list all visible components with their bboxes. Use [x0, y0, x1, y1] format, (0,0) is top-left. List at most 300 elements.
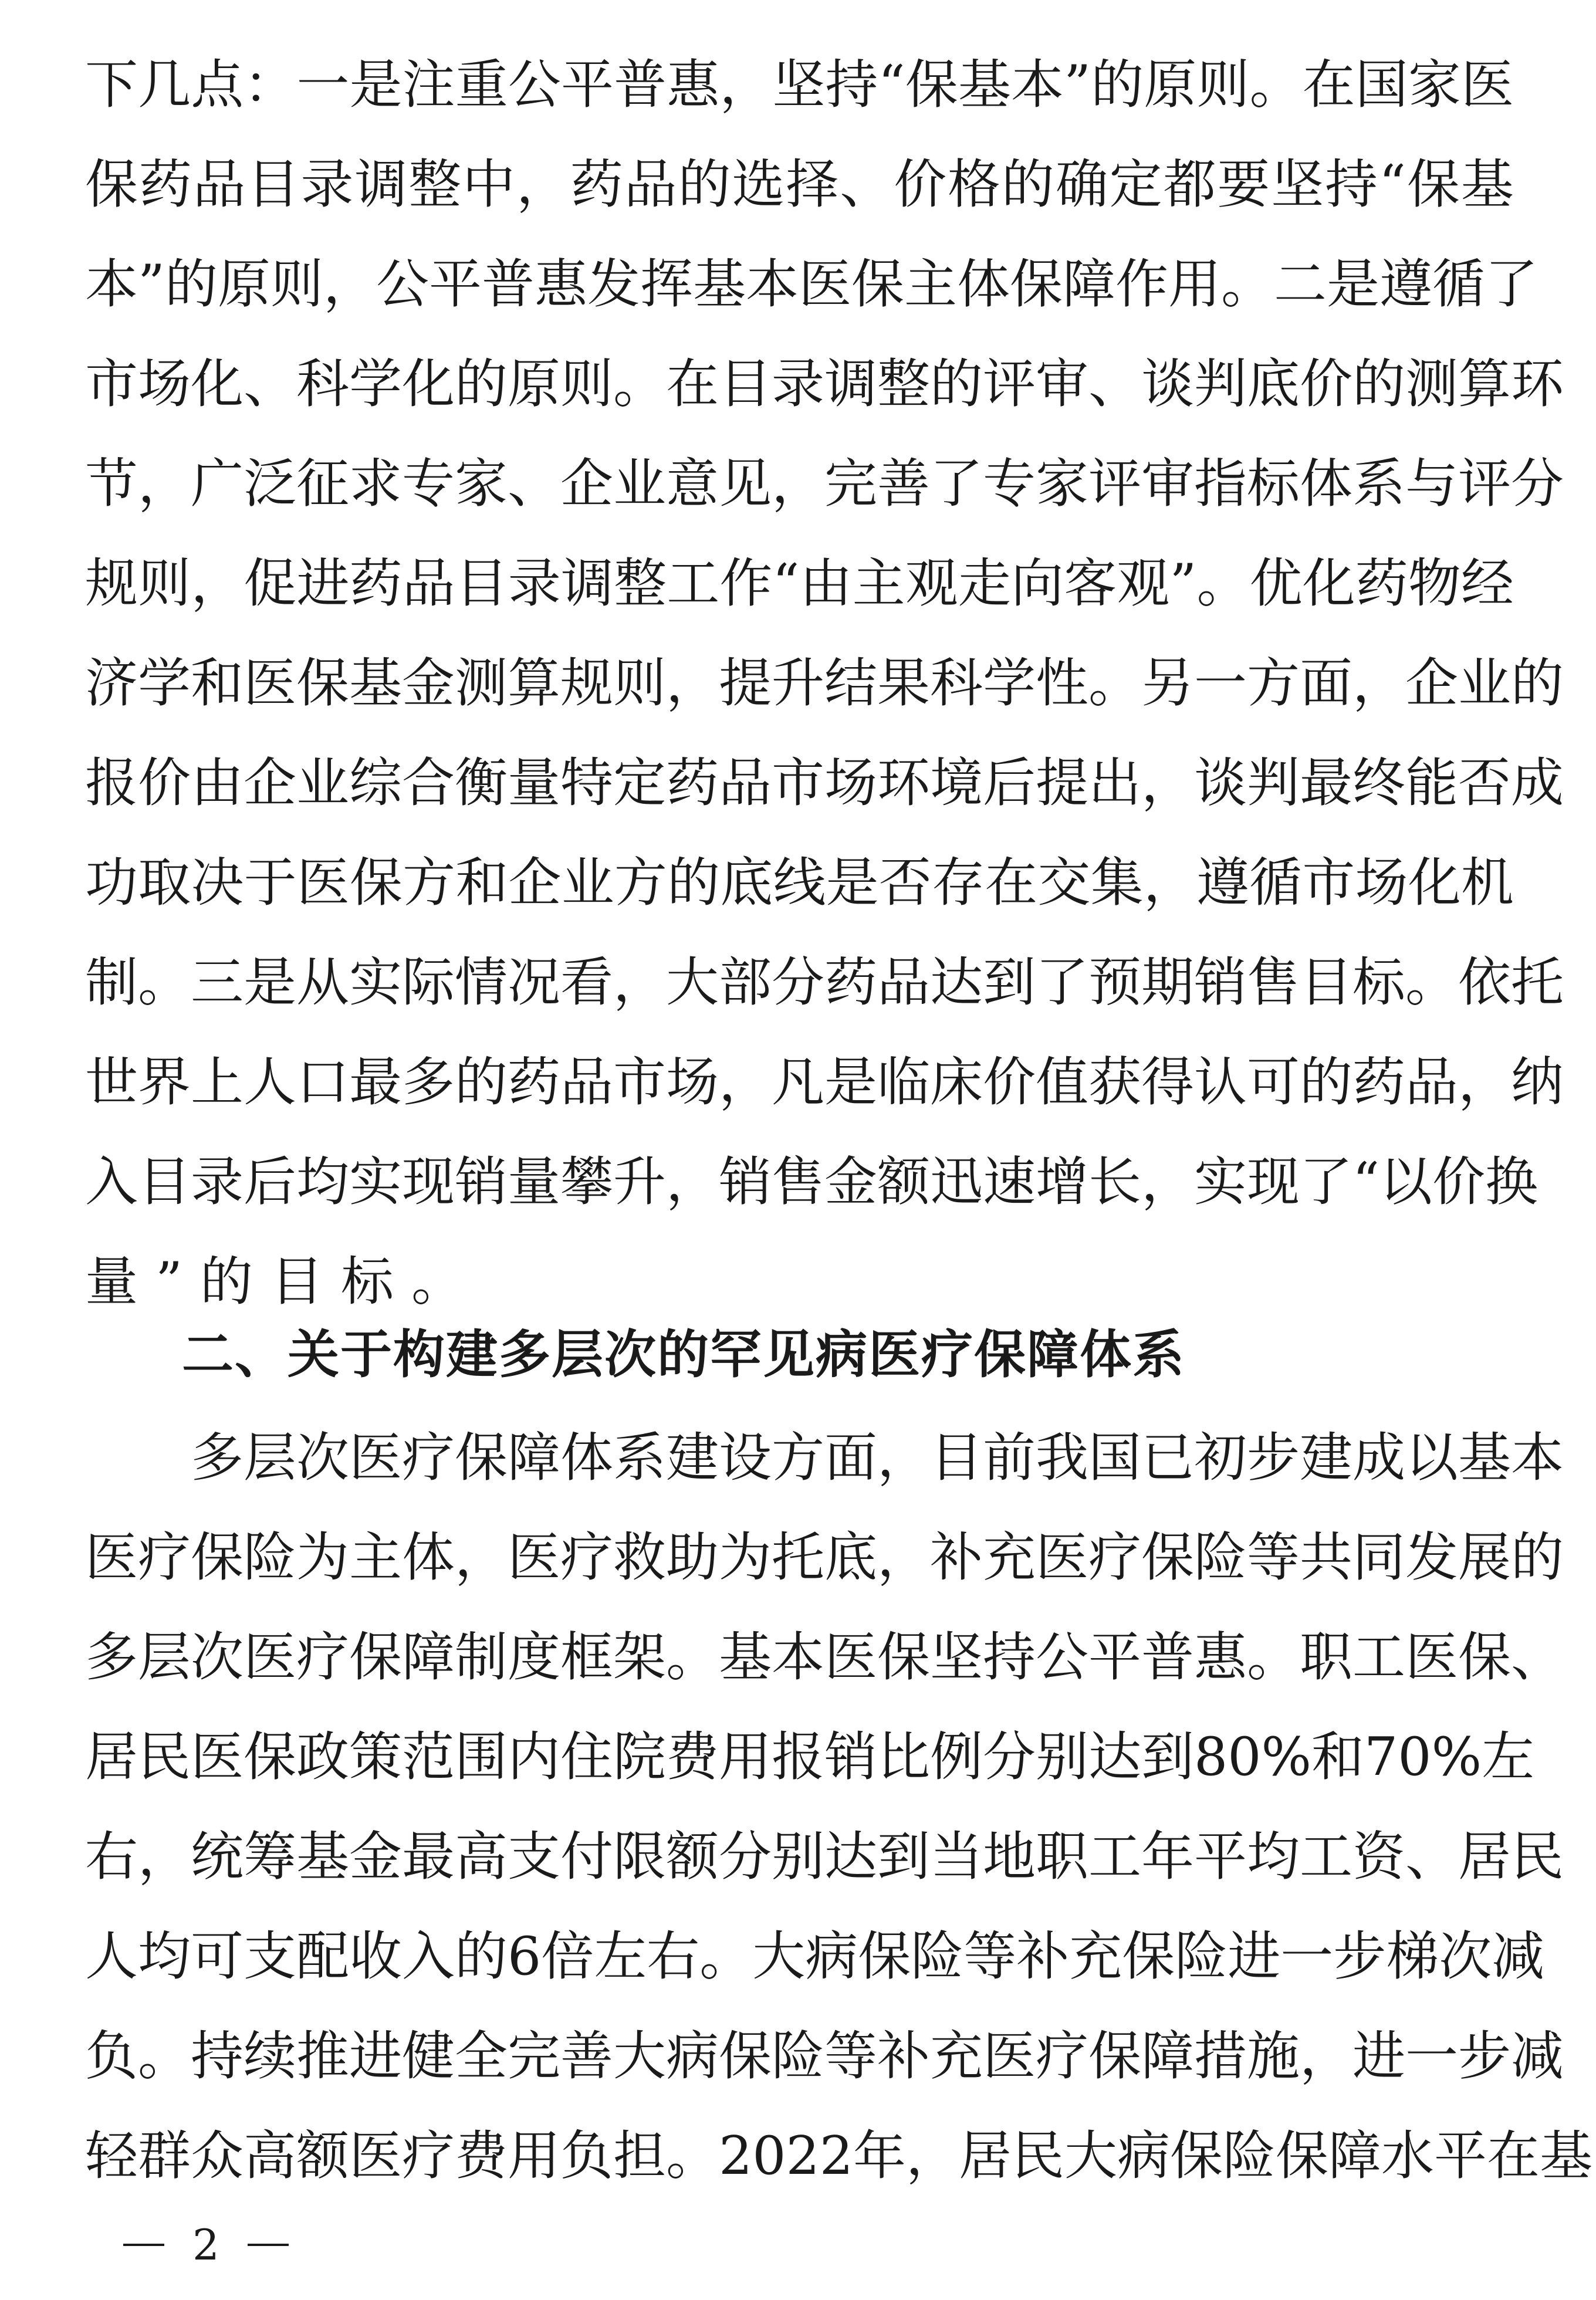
text-char: 设: [719, 1427, 772, 1489]
text-char: 录: [508, 553, 561, 614]
text-char: 水: [1381, 2125, 1435, 2187]
text-char: 为: [719, 1527, 772, 1588]
text-char: 学: [138, 652, 191, 714]
text-char: 家: [1036, 453, 1088, 515]
text-char: ，: [666, 1151, 719, 1213]
text-char: 入: [85, 1151, 138, 1213]
text-char: 一: [1194, 652, 1247, 714]
text-char: 的: [455, 1926, 508, 1987]
text-char: 金: [824, 1151, 877, 1213]
text-char: 例: [930, 1726, 983, 1788]
text-char: 求: [349, 453, 402, 515]
text-char: 企: [1405, 652, 1458, 714]
text-char: 保: [905, 54, 958, 116]
text-char: 达: [1088, 1726, 1141, 1788]
text-char: 保: [1010, 253, 1063, 315]
text-char: 意: [666, 453, 719, 515]
text-char: 报: [772, 1726, 824, 1788]
text-char: 纳: [1511, 1051, 1564, 1113]
text-char: 结: [824, 652, 877, 714]
text-line: [85, 1527, 1564, 1631]
text-char: 广: [191, 453, 244, 515]
text-char: 惠: [667, 54, 720, 116]
text-char: 持: [191, 2025, 244, 2087]
text-char: 负: [560, 2125, 613, 2187]
text-char: 评: [1088, 453, 1141, 515]
text-line: [85, 752, 1564, 857]
text-char: 本: [1511, 1427, 1564, 1489]
text-char: 一: [296, 54, 350, 116]
text-char: 80%: [1194, 1726, 1312, 1788]
text-char: 公: [508, 54, 561, 116]
text-char: 人: [85, 1926, 138, 1987]
text-char: ，: [1458, 1051, 1511, 1113]
text-char: 谈: [1141, 353, 1194, 415]
text-char: 场: [666, 1051, 719, 1113]
text-char: ，: [1352, 652, 1405, 714]
text-char: 底: [824, 1527, 877, 1588]
text-char: 与: [1405, 453, 1458, 515]
text-char: ，: [906, 2125, 959, 2187]
text-char: 统: [191, 1826, 244, 1888]
text-char: 等: [1247, 1527, 1300, 1588]
text-char: 额: [296, 2125, 349, 2187]
text-char: 保: [349, 852, 403, 914]
text-char: 场: [138, 353, 191, 415]
text-char: 原: [1144, 54, 1197, 116]
text-char: 疗: [138, 1527, 191, 1588]
text-char: 比: [877, 1726, 930, 1788]
text-char: 场: [1355, 852, 1408, 914]
text-char: 是: [349, 54, 403, 116]
text-char: 普: [614, 54, 667, 116]
text-char: 专: [402, 453, 455, 515]
text-char: 一: [1280, 1926, 1334, 1987]
text-char: 民: [1511, 1826, 1564, 1888]
text-char: 保: [191, 1527, 244, 1588]
text-char: 续: [244, 2025, 296, 2087]
text-char: 保: [1141, 1527, 1194, 1588]
text-char: 等: [824, 2025, 877, 2087]
text-char: 用: [508, 2125, 560, 2187]
text-char: 进: [1228, 1926, 1281, 1987]
text-char: 、: [840, 154, 893, 215]
text-char: 疗: [560, 1527, 613, 1588]
text-char: 措: [1194, 2025, 1247, 2087]
text-char: 方: [614, 852, 667, 914]
text-char: 升: [613, 1151, 666, 1213]
text-char: 均: [1247, 1826, 1300, 1888]
text-char: 现: [1247, 1151, 1300, 1213]
text-char: 层: [138, 1626, 191, 1688]
text-char: 工: [1088, 1826, 1141, 1888]
text-char: 重: [455, 54, 508, 116]
text-char: 在: [1302, 54, 1355, 116]
text-char: 见: [719, 453, 772, 515]
text-char: 众: [191, 2125, 244, 2187]
text-char: 机: [1460, 852, 1514, 914]
text-char: 是: [244, 952, 296, 1013]
text-char: 金: [349, 1826, 402, 1888]
text-char: 保: [877, 1626, 930, 1688]
text-char: 目: [138, 1151, 191, 1213]
text-char: 观: [905, 553, 958, 614]
text-char: 保: [719, 2025, 772, 2087]
text-char: 升: [772, 652, 824, 714]
text-char: 作: [1115, 253, 1169, 315]
text-char: [138, 1432, 191, 1484]
text-char: 境: [930, 752, 983, 814]
text-char: 界: [138, 1051, 191, 1113]
text-char: 负: [85, 2025, 138, 2087]
text-char: 当: [930, 1826, 983, 1888]
text-char: 则: [613, 652, 666, 714]
text-char: 分: [983, 1726, 1036, 1788]
text-char: 售: [772, 1151, 824, 1213]
text-char: 物: [1408, 553, 1461, 614]
text-char: 群: [138, 2125, 191, 2187]
text-char: 险: [1223, 2125, 1276, 2187]
text-char: 注: [402, 54, 455, 116]
text-char: 进: [349, 2025, 402, 2087]
text-char: 本: [746, 253, 799, 315]
text-char: 指: [1194, 453, 1247, 515]
text-char: 达: [824, 1826, 877, 1888]
text-char: 挥: [640, 253, 694, 315]
text-char: 已: [1141, 1427, 1194, 1489]
text-char: 次: [1439, 1926, 1492, 1987]
text-char: 坚: [772, 54, 826, 116]
text-char: 保: [1122, 1926, 1175, 1987]
text-line: [85, 1726, 1535, 1831]
text-char: 的: [1300, 1051, 1352, 1113]
text-char: 在: [666, 353, 719, 415]
text-char: ，: [666, 652, 719, 714]
text-char: 是: [826, 852, 879, 914]
text-char: 、: [244, 353, 296, 415]
text-char: 学: [983, 652, 1036, 714]
text-char: 学: [349, 353, 402, 415]
text-char: 均: [138, 1926, 191, 1987]
text-char: ”: [1169, 553, 1197, 614]
text-char: 节: [85, 453, 138, 515]
text-char: 品: [719, 752, 772, 814]
text-char: 入: [402, 1926, 455, 1987]
text-char: 标: [341, 1251, 394, 1313]
text-char: 药: [824, 952, 877, 1013]
text-char: 环: [1511, 353, 1564, 415]
text-char: 步: [1247, 1427, 1300, 1489]
text-char: ，: [719, 1051, 772, 1113]
text-char: 补: [930, 1527, 983, 1588]
text-char: 、: [1405, 1826, 1458, 1888]
text-char: 地: [983, 1826, 1036, 1888]
text-char: 目: [1300, 952, 1352, 1013]
text-char: 医: [983, 2025, 1036, 2087]
text-char: 基: [719, 1626, 772, 1688]
text-char: 实: [349, 1151, 402, 1213]
text-char: 和: [455, 852, 509, 914]
text-char: ，: [323, 253, 377, 315]
text-char: 人: [244, 1051, 296, 1113]
text-char: 优: [1249, 553, 1303, 614]
text-char: 施: [1247, 2025, 1300, 2087]
text-char: 选: [732, 154, 785, 215]
text-char: ，: [138, 453, 191, 515]
text-char: 额: [666, 1826, 719, 1888]
text-char: 险: [1175, 1926, 1228, 1987]
text-char: 普: [1141, 1626, 1194, 1688]
text-char: 健: [402, 2025, 455, 2087]
text-line: [85, 453, 1564, 557]
text-char: 促: [244, 553, 297, 614]
text-char: 可: [1247, 1051, 1300, 1113]
text-char: 化: [1302, 553, 1355, 614]
text-line: [85, 1151, 1538, 1256]
text-char: 担: [613, 2125, 666, 2187]
text-char: 工: [1352, 1626, 1405, 1688]
text-char: 医: [244, 1626, 296, 1688]
text-char: 居: [959, 2125, 1012, 2187]
text-char: 等: [963, 1926, 1017, 1987]
text-char: 最: [1300, 752, 1352, 814]
text-char: 建: [1300, 1427, 1352, 1489]
text-char: 系: [1352, 453, 1405, 515]
text-char: 医: [349, 2125, 402, 2187]
text-char: 制: [455, 1626, 508, 1688]
text-char: 决: [191, 852, 244, 914]
text-char: 线: [773, 852, 826, 914]
text-char: 集: [1090, 852, 1144, 914]
text-char: 基: [958, 54, 1011, 116]
text-char: 定: [613, 752, 666, 814]
text-char: 救: [613, 1527, 666, 1588]
text-char: 基: [1540, 2125, 1593, 2187]
text-char: 标: [1247, 453, 1300, 515]
text-char: 走: [958, 553, 1011, 614]
text-char: 保: [851, 253, 905, 315]
text-char: 基: [296, 1826, 349, 1888]
text-char: 一: [1405, 2025, 1458, 2087]
text-char: 泛: [244, 453, 296, 515]
text-char: 均: [296, 1151, 349, 1213]
text-char: 疗: [296, 1626, 349, 1688]
text-char: 医: [191, 1726, 244, 1788]
text-char: 到: [1141, 1726, 1194, 1788]
text-char: 实: [1194, 1151, 1247, 1213]
text-char: 药: [1352, 1051, 1405, 1113]
text-char: 保: [1276, 2125, 1329, 2187]
text-char: 支: [508, 1826, 560, 1888]
text-char: 。: [138, 2025, 191, 2087]
text-char: 增: [1036, 1151, 1088, 1213]
text-char: 评: [983, 353, 1036, 415]
text-char: 品: [402, 553, 455, 614]
text-char: 品: [192, 154, 246, 215]
text-char: 三: [191, 952, 244, 1013]
text-char: 算: [1458, 353, 1511, 415]
text-char: 年: [1141, 1826, 1194, 1888]
text-char: 由: [799, 553, 853, 614]
text-char: 业: [561, 852, 614, 914]
text-char: 策: [349, 1726, 402, 1788]
text-char: 市: [772, 752, 824, 814]
text-char: 攀: [560, 1151, 613, 1213]
text-char: ，: [877, 1527, 930, 1588]
text-char: 、: [1511, 1626, 1564, 1688]
text-char: 市: [613, 1051, 666, 1113]
text-char: 医: [85, 1527, 138, 1588]
text-char: 充: [930, 2025, 983, 2087]
text-char: 公: [376, 253, 430, 315]
text-char: 判: [1247, 752, 1300, 814]
text-char: 遵: [1379, 253, 1433, 315]
text-char: 职: [1036, 1826, 1088, 1888]
text-char: 迅: [930, 1151, 983, 1213]
text-char: 推: [296, 2025, 349, 2087]
text-char: 科: [930, 652, 983, 714]
text-char: 疗: [402, 1427, 455, 1489]
text-char: ，: [1300, 2025, 1352, 2087]
text-char: ，: [516, 154, 569, 215]
text-char: 大: [613, 2025, 666, 2087]
text-char: 的: [200, 1251, 253, 1313]
text-char: 坚: [930, 1626, 983, 1688]
text-char: 障: [1328, 2125, 1382, 2187]
text-char: 录: [772, 353, 824, 415]
text-char: 平: [1434, 2125, 1487, 2187]
text-char: 本: [85, 253, 138, 315]
text-char: 轻: [85, 2125, 138, 2187]
text-char: 面: [824, 1427, 877, 1489]
text-char: 。: [1405, 952, 1458, 1013]
text-char: 医: [1460, 54, 1514, 116]
text-char: 评: [1458, 453, 1511, 515]
text-char: 。: [1249, 54, 1303, 116]
text-char: 了: [1036, 952, 1088, 1013]
text-char: 善: [560, 2025, 613, 2087]
text-char: 充: [983, 1527, 1036, 1588]
text-char: 况: [508, 952, 560, 1013]
text-char: 审: [1141, 453, 1194, 515]
text-char: 我: [1036, 1427, 1088, 1489]
text-char: 中: [462, 154, 516, 215]
text-char: 同: [1352, 1527, 1405, 1588]
text-char: 病: [1117, 2125, 1171, 2187]
text-char: 企: [560, 453, 613, 515]
text-char: 平: [560, 54, 614, 116]
text-char: 、: [508, 453, 560, 515]
text-char: 成: [1511, 752, 1564, 814]
text-char: 整: [408, 154, 462, 215]
text-char: 药: [1355, 553, 1408, 614]
text-char: 付: [560, 1826, 613, 1888]
text-char: 主: [904, 253, 958, 315]
text-char: 长: [1088, 1151, 1141, 1213]
text-char: 品: [877, 952, 930, 1013]
text-char: 疗: [1088, 1527, 1141, 1588]
text-char: ：: [244, 54, 297, 116]
text-char: 保: [349, 1626, 402, 1688]
text-char: 预: [1088, 952, 1141, 1013]
text-char: 限: [613, 1826, 666, 1888]
text-char: 配: [296, 1926, 349, 1987]
text-char: 基: [1460, 154, 1514, 215]
text-char: 目: [930, 1427, 983, 1489]
text-char: 得: [1141, 1051, 1194, 1113]
text-char: 内: [508, 1726, 560, 1788]
text-char: 的: [930, 353, 983, 415]
text-char: 体: [402, 1527, 455, 1588]
text-char: 是: [1327, 253, 1380, 315]
text-char: 衡: [455, 752, 508, 814]
text-char: 性: [1036, 652, 1088, 714]
text-char: 后: [983, 752, 1036, 814]
text-char: 价: [1300, 353, 1352, 415]
text-line: [85, 852, 1514, 956]
text-char: ”: [1064, 54, 1091, 116]
text-char: 保: [858, 1926, 911, 1987]
text-char: 判: [1194, 353, 1247, 415]
text-char: ，: [1141, 1151, 1194, 1213]
text-char: 的: [1511, 652, 1564, 714]
text-char: 业: [613, 453, 666, 515]
text-char: 面: [1300, 652, 1352, 714]
text-char: 。: [1088, 652, 1141, 714]
text-char: 完: [508, 2025, 560, 2087]
text-char: 保: [1406, 154, 1460, 215]
text-char: 床: [930, 1051, 983, 1113]
text-char: 大: [752, 1926, 806, 1987]
text-char: 的: [1001, 154, 1054, 215]
text-char: 标: [1352, 952, 1405, 1013]
text-char: 善: [877, 453, 930, 515]
text-char: 谈: [1194, 752, 1247, 814]
text-char: 业: [296, 752, 349, 814]
text-char: 调: [824, 353, 877, 415]
text-char: 作: [719, 553, 773, 614]
text-char: 医: [508, 1527, 560, 1588]
text-char: 险: [1194, 1527, 1247, 1588]
text-char: 了: [930, 453, 983, 515]
text-char: 的: [455, 1051, 508, 1113]
text-char: 口: [296, 1051, 349, 1113]
text-char: 原: [508, 353, 560, 415]
text-char: 到: [877, 1826, 930, 1888]
text-char: 实: [349, 952, 402, 1013]
text-char: 费: [666, 1726, 719, 1788]
text-char: 价: [138, 752, 191, 814]
text-char: 制: [85, 952, 138, 1013]
text-char: 减: [1511, 2025, 1564, 2087]
text-char: 销: [455, 1151, 508, 1213]
text-char: 原: [218, 253, 271, 315]
text-char: 完: [824, 453, 877, 515]
text-char: 向: [1010, 553, 1064, 614]
text-char: 循: [1249, 852, 1303, 914]
text-char: 另: [1141, 652, 1194, 714]
text-char: 世: [85, 1051, 138, 1113]
text-char: 功: [85, 852, 138, 914]
text-char: 提: [1036, 752, 1088, 814]
text-char: 存: [932, 852, 985, 914]
text-char: 业: [1458, 652, 1511, 714]
text-char: 普: [482, 253, 535, 315]
text-line: [85, 652, 1564, 757]
text-char: 可: [191, 1926, 244, 1987]
text-char: 济: [85, 652, 138, 714]
text-char: 障: [1063, 253, 1116, 315]
